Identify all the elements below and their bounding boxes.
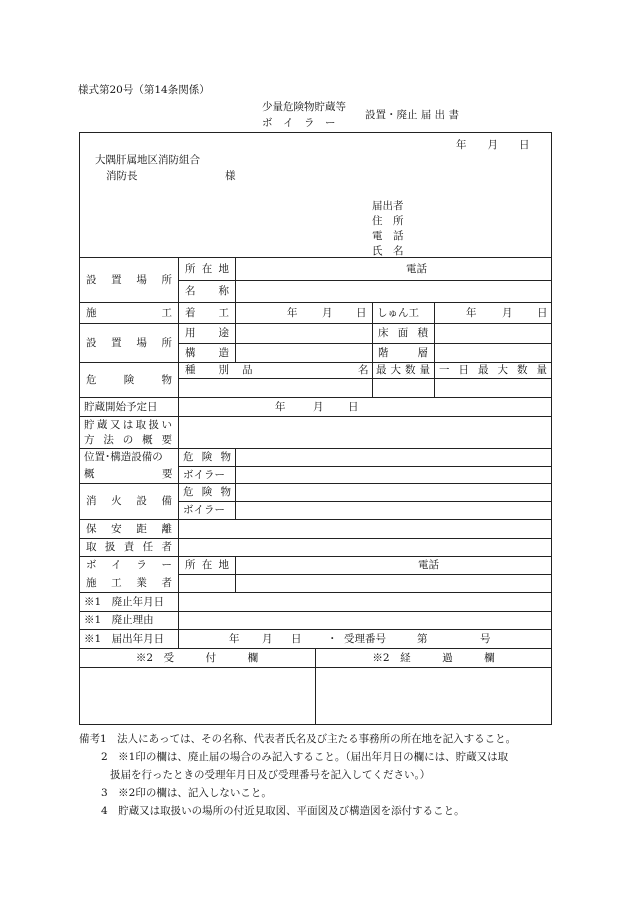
equipment-hazmat-label: 危 険 物 [183,451,231,464]
storage-start-month: 月 [313,400,324,413]
abolish-date-label: ※1 廃止年月日 [84,595,165,608]
product-name-label: 名 [358,364,369,377]
safety-distance-label: 保 安 距 離 [86,522,172,535]
form-number: 様式第20号（第14条関係） [78,84,210,96]
notify-year: 年 [229,632,240,645]
fire-hazmat-label: 危 険 物 [183,486,231,499]
floor-area-label: 床 面 積 [378,327,428,340]
separator-dot: ・ [327,632,338,645]
note-2: 2 ※1印の欄は、廃止届の場合のみ記入すること。（届出年月日の欄には、貯蔵又は取 [101,751,509,763]
floor-label: 階 層 [378,346,428,359]
manager-label: 取 扱 責 任 者 [86,541,172,554]
notify-date-label: ※1 届出年月日 [84,632,165,645]
title-line-1: 少量危険物貯蔵等 [262,101,346,113]
start-year: 年 [287,306,298,319]
equipment-label-line2a: 概 [84,468,95,481]
location-name-label: 名 称 [185,285,229,298]
note-1: 備考1 法人にあっては、その名称、代表者氏名及び主たる事務所の所在地を記入すること。 [79,733,517,745]
contractor-address-label: 所 在 地 [185,559,229,572]
addressee-organization: 大隅肝属地区消防組合 [95,154,200,166]
boiler-contractor-label-line1: ボ イ ラ ー [86,559,172,572]
addressee-honorific: 様 [225,170,236,182]
daily-max-quantity-label: 一 日 最 大 数 量 [439,364,547,377]
applicant-address-label: 住 所 [372,215,404,227]
completion-day: 日 [537,306,548,319]
location-address-label: 所 在 地 [185,262,229,275]
note-4: 4 貯蔵又は取扱いの場所の付近見取図、平面図及び構造図を添付すること。 [101,805,465,817]
contractor-phone-label: 電話 [418,559,439,572]
equipment-boiler-label: ボイラー [183,468,225,481]
installation-location-2-label: 設 置 場 所 [86,336,172,349]
reception-column-heading: ※2 受 付 欄 [135,651,259,664]
location-phone-label: 電話 [406,262,427,275]
completion-month: 月 [502,306,513,319]
completion-label: しゅん工 [377,306,419,319]
applicant-heading: 届出者 [372,200,404,212]
progress-column-heading: ※2 経 過 欄 [372,651,495,664]
completion-year: 年 [466,306,477,319]
storage-start-day: 日 [348,400,359,413]
boiler-contractor-label-line2: 施 工 業 者 [86,577,172,590]
title-line-2: ボ イ ラ ー [262,117,336,129]
title-suffix: 設置・廃止 届 出 書 [365,109,460,121]
storage-start-label: 貯蔵開始予定日 [84,400,158,413]
fire-equipment-label: 消 火 設 備 [86,495,172,508]
fire-boiler-label: ボイラー [183,504,225,517]
notify-month: 月 [262,632,273,645]
notify-day: 日 [291,632,302,645]
method-label-line1: 貯 蔵 又 は 取 扱 い [84,418,172,431]
construction-start-label: 着 工 [185,306,229,319]
max-quantity-label: 最 大 数 量 [376,364,430,377]
addressee-chief: 消防長 [106,170,138,182]
start-month: 月 [322,306,333,319]
receipt-number-prefix: 第 [417,632,428,645]
use-label: 用 途 [185,327,229,340]
installation-location-label: 設 置 場 所 [86,273,172,286]
note-2-continued: 扱届を行ったときの受理年月日及び受理番号を記入してください。） [110,769,431,781]
receipt-number-suffix: 号 [480,632,491,645]
submission-date: 年 月 日 [456,139,530,151]
applicant-name-label: 氏 名 [372,245,404,257]
structure-label: 構 造 [185,346,229,359]
product-label: 品 [242,364,253,377]
category-label: 種 別 [185,364,229,377]
abolish-reason-label: ※1 廃止理由 [84,614,154,627]
applicant-phone-label: 電 話 [372,230,404,242]
hazmat-label: 危 険 物 [86,373,172,386]
construction-label: 施 工 [86,306,172,319]
equipment-label-line1: 位置･構造設備の [84,451,163,464]
equipment-label-line2b: 要 [162,468,173,481]
start-day: 日 [356,306,367,319]
note-3: 3 ※2印の欄は、記入しないこと。 [101,787,272,799]
storage-start-year: 年 [275,400,286,413]
method-label-line2: 方 法 の 概 要 [84,433,172,446]
receipt-number-label: 受理番号 [344,632,386,645]
